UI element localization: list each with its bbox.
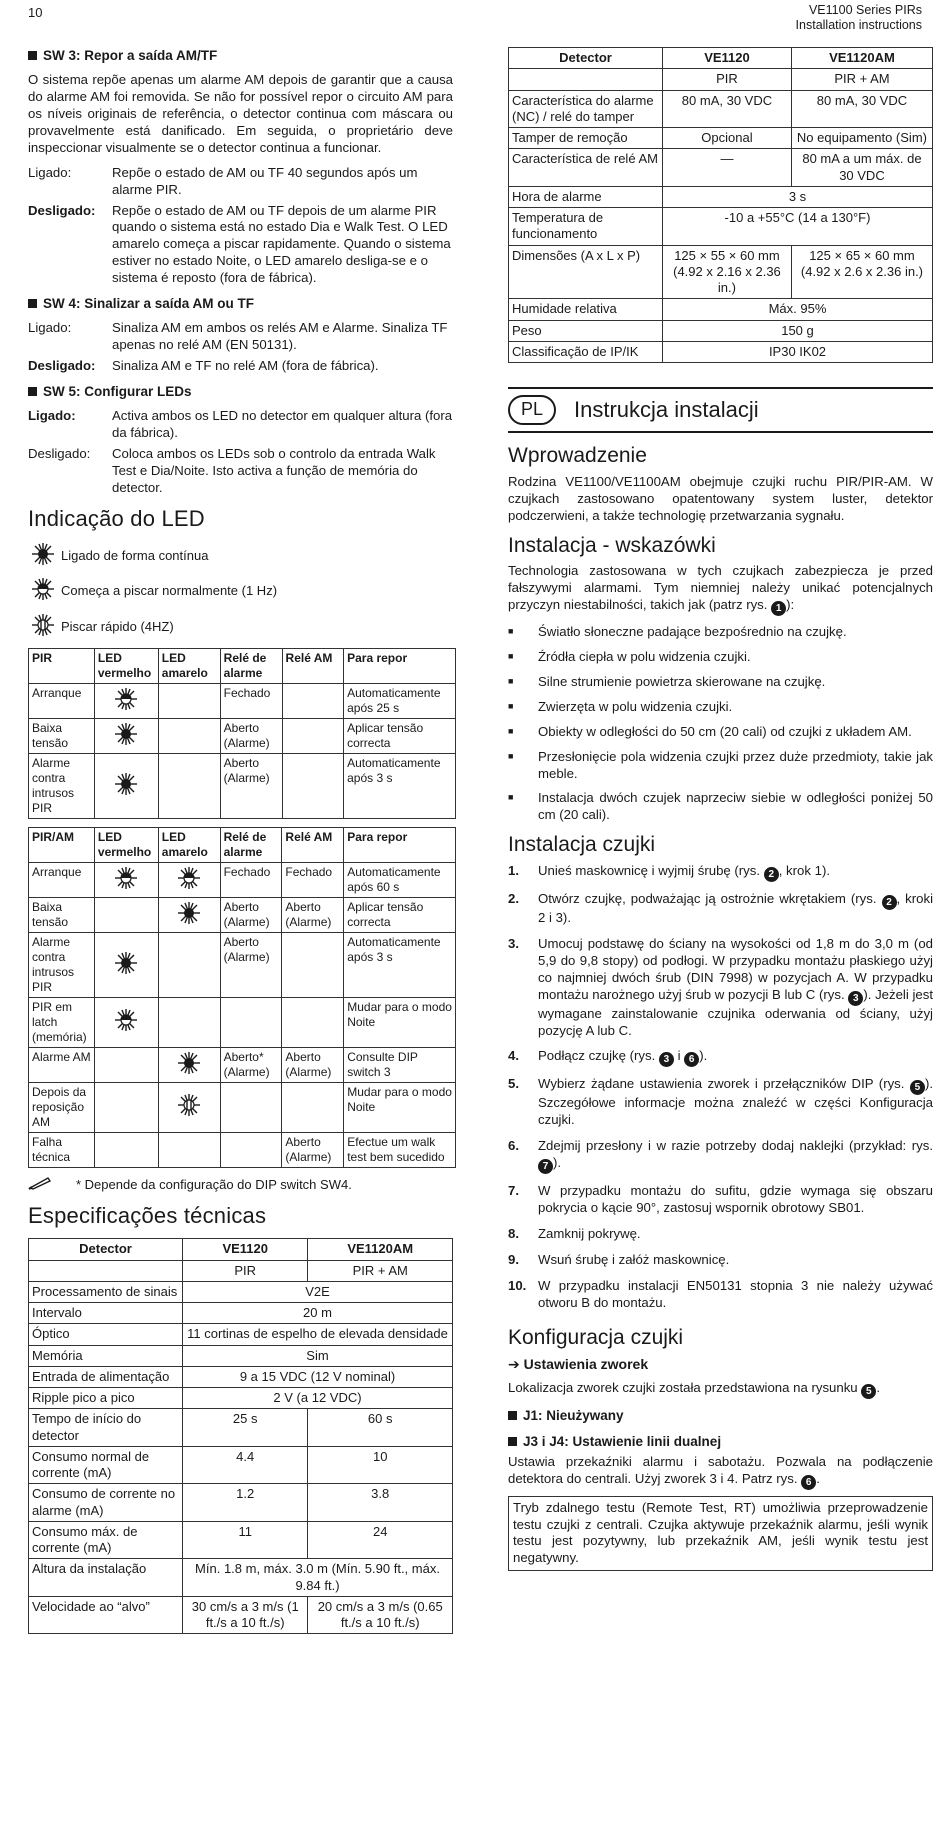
table-cell: Alarme contra intrusos PIR: [29, 753, 95, 818]
install-heading: Instalacja czujki: [508, 833, 656, 857]
table-row: [29, 1303, 453, 1324]
table-cell: [282, 683, 344, 718]
spec-value: 3.8: [308, 1484, 453, 1522]
figure-ref-icon: 3: [659, 1052, 674, 1067]
led-table-pir-am: [28, 827, 456, 1168]
off-label: Desligado:: [28, 202, 96, 218]
spec-value: 80 mA, 30 VDC: [663, 90, 792, 128]
spec-value: 9 a 15 VDC (12 V nominal): [183, 1366, 453, 1387]
sw4-heading: SW 4: Sinalizar a saída AM ou TF: [28, 295, 453, 312]
install-step: 8. Zamknij pokrywę.: [508, 1225, 641, 1241]
table-cell: Aberto* (Alarme): [220, 1047, 282, 1082]
table-row: [29, 862, 456, 897]
install-step: 4. Podłącz czujkę (rys. 3 i 6 ).: [508, 1048, 708, 1066]
table-cell: Automaticamente após 25 s: [344, 683, 456, 718]
led-solid-icon: [28, 541, 61, 572]
spec-sub-cell: PIR: [663, 69, 792, 90]
table-cell: Aplicar tensão correcta: [344, 718, 456, 753]
figure-1-icon: 1: [771, 601, 786, 616]
spec-label: Consumo normal de corrente (mA): [29, 1446, 183, 1484]
hazard-list: [508, 624, 933, 824]
figure-5-icon: 5: [861, 1384, 876, 1399]
spec-value: -10 a +55°C (14 a 130°F): [663, 208, 933, 246]
spec-label: Tempo de início do detector: [29, 1409, 183, 1447]
led-section-title: Indicação do LED: [28, 505, 205, 531]
spec-value: 24: [308, 1521, 453, 1559]
spec-value: 60 s: [308, 1409, 453, 1447]
table-row: [509, 149, 933, 187]
spec-value: IP30 IK02: [663, 341, 933, 362]
led-header-cell: PIR: [29, 648, 95, 683]
spec-label: Óptico: [29, 1324, 183, 1345]
step-number: 2.: [508, 891, 519, 907]
led-fast-blink-icon: [28, 612, 61, 643]
specs-table: [28, 1238, 453, 1634]
led-header-cell: LED amarelo: [158, 827, 220, 862]
jumpers-text: Lokalizacja zworek czujki została przedstawiona na rysunku 5 .: [508, 1380, 880, 1398]
j34-text: Ustawia przekaźniki alarmu i sabotażu. Pozwala na podłączenie detektora do centrali. Użyj zworek 3 i 4. Patrz rys. 6 .: [508, 1453, 933, 1488]
spec-header-cell: Detector: [29, 1239, 183, 1260]
spec-value: Sim: [183, 1345, 453, 1366]
step-number: 5.: [508, 1076, 519, 1092]
led-header-cell: LED amarelo: [158, 648, 220, 683]
spec-value: 30 cm/s a 3 m/s (1 ft./s a 10 ft./s): [183, 1596, 308, 1634]
led-header-cell: LED vermelho: [94, 648, 158, 683]
table-cell: Automaticamente após 60 s: [344, 862, 456, 897]
led-state-cell: [158, 897, 220, 932]
led-state-cell: [158, 1082, 220, 1132]
off-text: Repõe o estado de AM ou TF depois de um alarme PIR quando o sistema está no estado Dia e Walk Test. O LED amarelo começa a piscar rapidamente. Quando o sistema estiver no estado Noite, o LED amarelo desliga-se e o sistema é reposto (fora de fábrica).: [112, 202, 451, 286]
list-item: ■ Silne strumienie powietrza skierowane na czujkę.: [508, 673, 826, 689]
table-cell: Arranque: [29, 862, 95, 897]
step-number: 9.: [508, 1251, 519, 1267]
table-cell: Baixa tensão: [29, 897, 95, 932]
intro-heading: Wprowadzenie: [508, 444, 647, 467]
table-row: [509, 299, 933, 320]
led-state-cell: [158, 683, 220, 718]
table-row: [29, 1324, 453, 1345]
led-state-cell: [94, 718, 158, 753]
square-bullet-icon: [28, 299, 37, 308]
series-title: VE1100 Series PIRs: [808, 3, 922, 17]
spec-header-cell: VE1120AM: [308, 1239, 453, 1260]
sw3-paragraph: O sistema repõe apenas um alarme AM depois de garantir que a causa do alarme AM foi removida. Se não for possível repor o circuito AM para os níveis originais de referência, o detector continua com máscara ou provavelmente está danificado. Em seguida, o proprietário deve inspeccionar visualmente se o detector continua a funcionar.: [28, 72, 453, 155]
table-cell: Aberto (Alarme): [220, 897, 282, 932]
table-row: [29, 1366, 453, 1387]
figure-ref-icon: 6: [684, 1052, 699, 1067]
table-cell: Mudar para o modo Noite: [344, 1082, 456, 1132]
led-header-cell: Relé de alarme: [220, 827, 282, 862]
table-row: [29, 1082, 456, 1132]
spec-value: 25 s: [183, 1409, 308, 1447]
square-bullet-icon: [508, 1437, 517, 1446]
pl-section-header: [508, 387, 933, 433]
square-bullet-icon: ■: [508, 651, 514, 662]
spec-header-cell: VE1120AM: [791, 48, 932, 69]
spec-header-cell: VE1120: [663, 48, 792, 69]
sw5-options: [28, 408, 453, 496]
spec-value: 10: [308, 1446, 453, 1484]
figure-6-icon: 6: [801, 1475, 816, 1490]
led-header-cell: Relé AM: [282, 648, 344, 683]
off-label: Desligado:: [28, 358, 96, 373]
spec-label: Processamento de sinais: [29, 1281, 183, 1302]
table-row: [509, 245, 933, 299]
list-item: ■ Przesłonięcie pola widzenia czujki przez duże przedmioty, takie jak meble.: [508, 748, 933, 781]
led-table-pir: [28, 648, 456, 819]
table-row: [509, 320, 933, 341]
spec-label: Consumo máx. de corrente (mA): [29, 1521, 183, 1559]
step-number: 8.: [508, 1225, 519, 1241]
specs-title: Especificações técnicas: [28, 1203, 267, 1229]
table-cell: [282, 997, 344, 1047]
led-state-cell: [158, 1132, 220, 1167]
jumpers-heading: ➔ Ustawienia zworek: [508, 1356, 649, 1373]
spec-value: Opcional: [663, 128, 792, 149]
spec-header-cell: VE1120: [183, 1239, 308, 1260]
table-row: [29, 753, 456, 818]
figure-ref-icon: 5: [910, 1080, 925, 1095]
led-state-cell: [158, 753, 220, 818]
table-cell: Aberto (Alarme): [220, 718, 282, 753]
led-state-cell: [94, 1047, 158, 1082]
table-cell: Aberto (Alarme): [282, 1047, 344, 1082]
step-number: 7.: [508, 1183, 519, 1199]
square-bullet-icon: [508, 1411, 517, 1420]
install-step: 9. Wsuń śrubę i załóż maskownicę.: [508, 1251, 730, 1267]
on-text: Activa ambos os LED no detector em qualquer altura (fora da fábrica).: [112, 408, 453, 441]
spec-label: Característica de relé AM: [509, 149, 663, 187]
install-step: 7. W przypadku montażu do sufitu, gdzie wymaga się obszaru pokrycia o kącie 90°, zastosuj wspornik obrotowy SB01.: [508, 1183, 933, 1215]
page-number: 10: [28, 5, 43, 20]
spec-label: Memória: [29, 1345, 183, 1366]
install-step: 1. Unieś maskownicę i wyjmij śrubę (rys. 2 , krok 1).: [508, 863, 831, 881]
led-state-cell: [94, 1082, 158, 1132]
sw5-heading: SW 5: Configurar LEDs: [28, 383, 453, 400]
sw4-options: [28, 320, 453, 375]
on-label: Ligado:: [28, 408, 76, 424]
j34-heading: J3 i J4: Ustawienie linii dualnej: [508, 1433, 933, 1450]
square-bullet-icon: ■: [508, 675, 514, 686]
led-state-cell: [94, 997, 158, 1047]
spec-label: Característica do alarme (NC) / relé do tamper: [509, 90, 663, 128]
spec-value: 125 × 65 × 60 mm (4.92 x 2.6 x 2.36 in.): [791, 245, 932, 299]
table-row: [29, 1281, 453, 1302]
led-state-cell: [94, 932, 158, 997]
spec-label: Consumo de corrente no alarme (mA): [29, 1484, 183, 1522]
spec-value: Mín. 1.8 m, máx. 3.0 m (Mín. 5.90 ft., máx. 9.84 ft.): [183, 1559, 453, 1597]
spec-label: Entrada de alimentação: [29, 1366, 183, 1387]
table-cell: Aberto (Alarme): [220, 932, 282, 997]
left-column: [28, 47, 453, 1634]
table-cell: PIR em latch (memória): [29, 997, 95, 1047]
table-cell: Fechado: [282, 862, 344, 897]
spec-label: Altura da instalação: [29, 1559, 183, 1597]
table-row: [509, 186, 933, 207]
spec-value: 80 mA a um máx. de 30 VDC: [791, 149, 932, 187]
table-cell: Alarme AM: [29, 1047, 95, 1082]
legend-fast: Piscar rápido (4HZ): [28, 612, 453, 643]
table-cell: Fechado: [220, 862, 282, 897]
square-bullet-icon: ■: [508, 725, 514, 736]
led-state-cell: [94, 683, 158, 718]
list-item: ■ Obiekty w odległości do 50 cm (20 cali) od czujki z układem AM.: [508, 723, 912, 739]
remote-test-note: Tryb zdalnego testu (Remote Test, RT) umożliwia przeprowadzenie testu czujki z centrali. Czujka aktywuje przekaźnik alarmu, jeśli wynik testu jest pozytywny, lub przekaźnik AM, jeśli wynik testu jest negatywny.: [508, 1496, 933, 1572]
on-label: Ligado:: [28, 164, 72, 180]
led-header-cell: Relé de alarme: [220, 648, 282, 683]
led-header-cell: PIR/AM: [29, 827, 95, 862]
spec-value: 11: [183, 1521, 308, 1559]
led-header-cell: LED vermelho: [94, 827, 158, 862]
table-cell: Consulte DIP switch 3: [344, 1047, 456, 1082]
table-cell: [220, 997, 282, 1047]
step-number: 4.: [508, 1048, 519, 1064]
led-state-cell: [94, 897, 158, 932]
spec-label: Tamper de remoção: [509, 128, 663, 149]
install-step: 10. W przypadku instalacji EN50131 stopnia 3 nie należy używać otworu B do montażu.: [508, 1277, 933, 1310]
language-badge: PL: [508, 395, 556, 425]
table-row: [29, 997, 456, 1047]
square-bullet-icon: ■: [508, 700, 514, 711]
square-bullet-icon: [28, 387, 37, 396]
figure-ref-icon: 2: [882, 895, 897, 910]
table-cell: Aplicar tensão correcta: [344, 897, 456, 932]
led-state-cell: [158, 862, 220, 897]
pl-title: Instrukcja instalacji: [574, 396, 759, 422]
note-pencil-icon: [28, 1176, 76, 1195]
table-cell: Automaticamente após 3 s: [344, 932, 456, 997]
table-row: [509, 90, 933, 128]
sw3-options: [28, 165, 453, 287]
table-cell: [282, 753, 344, 818]
spec-label: Velocidade ao “alvo”: [29, 1596, 183, 1634]
table-row: [29, 932, 456, 997]
spec-label: Dimensões (A x L x P): [509, 245, 663, 299]
step-number: 10.: [508, 1277, 527, 1293]
square-bullet-icon: [28, 51, 37, 60]
j1-heading: J1: Nieużywany: [508, 1407, 933, 1424]
off-label: Desligado:: [28, 445, 91, 461]
spec-value: 80 mA, 30 VDC: [791, 90, 932, 128]
table-row: [29, 1409, 453, 1447]
table-cell: [220, 1082, 282, 1132]
led-state-cell: [94, 753, 158, 818]
install-step: 2. Otwórz czujkę, podważając ją ostrożnie wkrętakiem (rys. 2 , kroki 2 i 3).: [508, 891, 933, 926]
table-row: [29, 718, 456, 753]
table-cell: Aberto (Alarme): [282, 897, 344, 932]
guidelines-text: Technologia zastosowana w tych czujkach zabezpiecza je przed fałszywymi alarmami. Tym niemniej należy unikać potencjalnych przyczyn niestabilności, takich jak (patrz rys. 1 ):: [508, 563, 933, 615]
spec-value: 3 s: [663, 186, 933, 207]
table-cell: Depois da reposição AM: [29, 1082, 95, 1132]
table-row: [29, 1132, 456, 1167]
list-item: ■ Źródła ciepła w polu widzenia czujki.: [508, 649, 751, 665]
led-state-cell: [158, 1047, 220, 1082]
doc-subtitle: Installation instructions: [795, 18, 922, 32]
spec-label: Hora de alarme: [509, 186, 663, 207]
spec-value: No equipamento (Sim): [791, 128, 932, 149]
table-row: [29, 1521, 453, 1559]
right-column: [508, 47, 933, 1571]
table-row: [29, 897, 456, 932]
table-row: [29, 1596, 453, 1634]
spec-header-cell: Detector: [509, 48, 663, 69]
table-cell: [220, 1132, 282, 1167]
table-row: [29, 1559, 453, 1597]
spec-sub-cell: PIR + AM: [791, 69, 932, 90]
spec-value: 1.2: [183, 1484, 308, 1522]
led-state-cell: [94, 1132, 158, 1167]
guidelines-heading: Instalacja - wskazówki: [508, 533, 716, 557]
legend-solid: Ligado de forma contínua: [28, 541, 453, 572]
table-cell: Alarme contra intrusos PIR: [29, 932, 95, 997]
install-step: 5. Wybierz żądane ustawienia zworek i przełączników DIP (rys. 5 ). Szczegółowe informacje można znaleźć w części Konfiguracja czujki.: [508, 1076, 933, 1128]
table-row: [29, 1446, 453, 1484]
list-item: ■ Instalacja dwóch czujek naprzeciw siebie w odległości poniżej 50 cm (20 cali).: [508, 790, 933, 823]
spec-label: Peso: [509, 320, 663, 341]
spec-value: Máx. 95%: [663, 299, 933, 320]
legend-slow: Começa a piscar normalmente (1 Hz): [28, 576, 453, 607]
spec-label: Humidade relativa: [509, 299, 663, 320]
led-state-cell: [94, 862, 158, 897]
led-header-cell: Para repor: [344, 648, 456, 683]
step-number: 3.: [508, 935, 519, 951]
table-cell: [282, 1082, 344, 1132]
figure-ref-icon: 2: [764, 867, 779, 882]
table-cell: Baixa tensão: [29, 718, 95, 753]
intro-text: Rodzina VE1100/VE1100AM obejmuje czujki ruchu PIR/PIR-AM. W czujkach zastosowano opatentowany system luster, detektor podczerwieni, a także technologię przetwarzania sygnału.: [508, 473, 933, 523]
on-label: Ligado:: [28, 320, 72, 336]
square-bullet-icon: ■: [508, 626, 514, 637]
spec-sub-cell: PIR: [183, 1260, 308, 1281]
document-title: [796, 3, 922, 33]
spec-value: 125 × 55 × 60 mm (4.92 x 2.16 x 2.36 in.): [663, 245, 792, 299]
table-row: [29, 1047, 456, 1082]
table-row: [509, 208, 933, 246]
spec-value: V2E: [183, 1281, 453, 1302]
install-step: 6. Zdejmij przesłony i w razie potrzeby dodaj naklejki (przykład: rys. 7 ).: [508, 1138, 933, 1173]
spec-label: Ripple pico a pico: [29, 1388, 183, 1409]
off-text: Sinaliza AM e TF no relé AM (fora de fábrica).: [112, 358, 379, 373]
table-cell: Fechado: [220, 683, 282, 718]
table-row: [29, 1388, 453, 1409]
figure-ref-icon: 3: [848, 991, 863, 1006]
table-row: [29, 1345, 453, 1366]
table-cell: Efectue um walk test bem sucedido: [344, 1132, 456, 1167]
config-heading: Konfiguracja czujki: [508, 1326, 684, 1350]
on-text: Repõe o estado de AM ou TF 40 segundos após um alarme PIR.: [112, 164, 418, 197]
on-text: Sinaliza AM em ambos os relés AM e Alarme. Sinaliza TF apenas no relé AM (EN 50131).: [112, 320, 448, 353]
spec-sub-cell: PIR + AM: [308, 1260, 453, 1281]
led-slow-blink-icon: [28, 576, 61, 607]
led-state-cell: [158, 997, 220, 1047]
spec-value: 20 cm/s a 3 m/s (0.65 ft./s a 10 ft./s): [308, 1596, 453, 1634]
table-cell: Mudar para o modo Noite: [344, 997, 456, 1047]
table-cell: [282, 932, 344, 997]
list-item: ■ Światło słoneczne padające bezpośrednio na czujkę.: [508, 624, 847, 640]
led-state-cell: [158, 718, 220, 753]
specs-table-continued: [508, 47, 933, 363]
spec-label: Temperatura de funcionamento: [509, 208, 663, 246]
table-row: [509, 128, 933, 149]
footnote: * Depende da configuração do DIP switch SW4.: [28, 1176, 453, 1195]
table-cell: [282, 718, 344, 753]
spec-value: 150 g: [663, 320, 933, 341]
table-row: [29, 1484, 453, 1522]
table-row: [29, 683, 456, 718]
table-cell: Aberto (Alarme): [220, 753, 282, 818]
led-header-cell: Para repor: [344, 827, 456, 862]
step-number: 6.: [508, 1138, 519, 1154]
spec-label: Intervalo: [29, 1303, 183, 1324]
step-number: 1.: [508, 863, 519, 879]
table-cell: Automaticamente após 3 s: [344, 753, 456, 818]
figure-ref-icon: 7: [538, 1159, 553, 1174]
led-state-cell: [158, 932, 220, 997]
sw3-heading: SW 3: Repor a saída AM/TF: [28, 47, 453, 64]
spec-value: —: [663, 149, 792, 187]
install-step: 3. Umocuj podstawę do ściany na wysokości od 1,8 m do 3,0 m (od 5,9 do 9,8 stopy) od podłogi. W przypadku montażu płaskiego użyj co najmniej dwóch śrub (DIN 7998) w pozycjach A. W przypadku montażu narożnego użyj śrub w pozycji B lub C (rys. 3 ). Jeżeli jest wymagane zainstalowanie czujnika oderwania od ściany, użyj pozycję A lub C.: [508, 935, 934, 1038]
table-cell: Arranque: [29, 683, 95, 718]
square-bullet-icon: ■: [508, 792, 514, 803]
spec-value: 2 V (a 12 VDC): [183, 1388, 453, 1409]
list-item: ■ Zwierzęta w polu widzenia czujki.: [508, 698, 733, 714]
led-header-cell: Relé AM: [282, 827, 344, 862]
spec-value: 20 m: [183, 1303, 453, 1324]
table-cell: Aberto (Alarme): [282, 1132, 344, 1167]
square-bullet-icon: ■: [508, 750, 514, 761]
off-text: Coloca ambos os LEDs sob o controlo da entrada Walk Test e Dia/Noite. Isto activa a função de memória do detector.: [112, 445, 436, 495]
spec-label: Classificação de IP/IK: [509, 341, 663, 362]
arrow-right-icon: ➔: [508, 1356, 520, 1373]
install-steps: [508, 863, 933, 1311]
table-row: [509, 341, 933, 362]
spec-value: 4.4: [183, 1446, 308, 1484]
spec-value: 11 cortinas de espelho de elevada densidade: [183, 1324, 453, 1345]
table-cell: Falha técnica: [29, 1132, 95, 1167]
